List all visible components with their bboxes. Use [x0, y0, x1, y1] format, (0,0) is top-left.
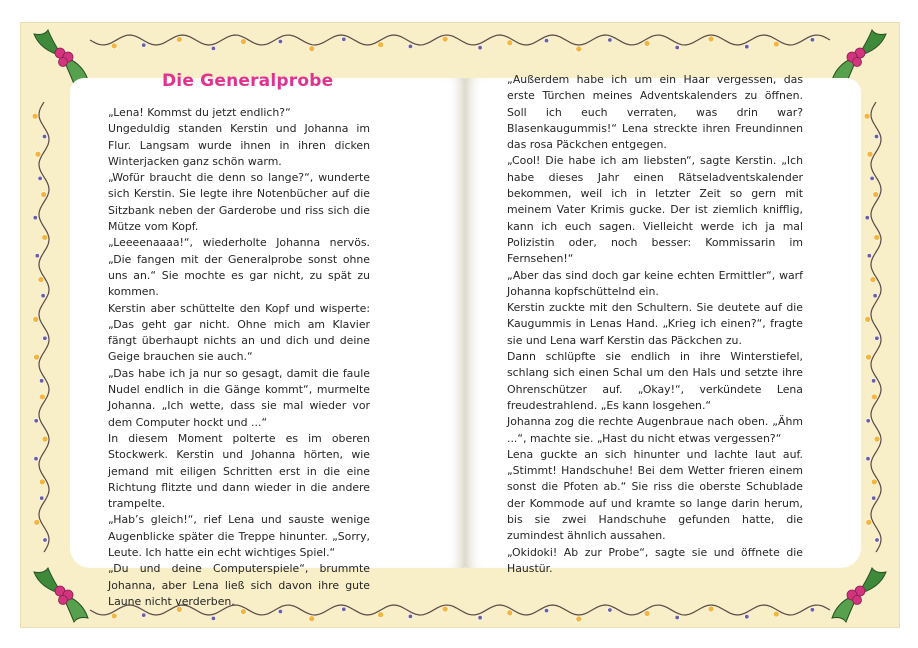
paragraph: Kerstin aber schüttelte den Kopf und wisperte: „Das geht gar nicht. Ohne mich am Klavier fängt überhaupt nichts an und dich und deine Geige brauchen sie auch.“ [108, 301, 370, 364]
paragraph: Ungeduldig standen Kerstin und Johanna im Flur. Langsam wurde ihnen in ihren dicken Winterjacken ganz schön warm. [108, 122, 370, 168]
paragraph: „Wofür braucht die denn so lange?“, wunderte sich Kerstin. Sie legte ihre Notenbücher auf die Sitzbank neben der Garderobe und riss sich die Mütze vom Kopf. [108, 171, 370, 234]
paragraph: „Okidoki! Ab zur Probe“, sagte sie und öffnete die Haustür. [507, 545, 803, 575]
paragraph: „Leeeenaaaa!“, wiederholte Johanna nervös. „Die fangen mit der Generalprobe sonst ohne uns an.“ Sie mochte es gar nicht, zu spät zu kommen. [108, 236, 370, 299]
paragraph: Dann schlüpfte sie endlich in ihre Winterstiefel, schlang sich einen Schal um den Hals und setzte ihre Ohrenschützer auf. „Okay!“, verkündete Lena freudestrahlend. „Es kann losgehen.“ [507, 350, 803, 412]
paragraph: In diesem Moment polterte es im oberen Stockwerk. Kerstin und Johanna hörten, wie jemand mit eiligen Schritten erst in die eine Richtung flitzte und dann wieder in die andere trampelte. [108, 431, 370, 511]
paragraph: „Das habe ich ja nur so gesagt, damit die faule Nudel endlich in die Gänge kommt“, murmelte Johanna. „Ich wette, dass sie mal wieder vor dem Computer hockt und ...“ [108, 366, 370, 429]
left-column-text [108, 105, 370, 610]
paragraph: Lena guckte an sich hinunter und lachte laut auf. „Stimmt! Handschuhe! Bei dem Wetter frieren einem sonst die Pfoten ab.“ Sie riss die oberste Schublade der Kommode auf und kramte so lange darin herum, bis sie zwei Handschuhe gefunden hatte, die zumindest ähnlich aussahen. [507, 447, 803, 543]
paragraph: „Du und deine Computerspiele“, brummte Johanna, aber Lena ließ sich davon ihre gute Laune nicht verderben. [108, 562, 370, 608]
story-title: Die Generalprobe [162, 71, 334, 91]
paragraph: „Lena! Kommst du jetzt endlich?“ [108, 106, 291, 119]
paragraph: „Aber das sind doch gar keine echten Ermittler“, warf Johanna kopfschüttelnd ein. [507, 268, 803, 298]
paragraph: „Außerdem habe ich um ein Haar vergessen, das erste Türchen meines Adventskalenders zu öffnen. Soll ich euch verraten, was drin war? Blasenkaugummis!“ Lena streckte ihren Freundinnen das rosa Päckchen entgegen. [507, 73, 803, 152]
right-column-text [507, 72, 803, 577]
paragraph: „Cool! Die habe ich am liebsten“, sagte Kerstin. „Ich habe dieses Jahr einen Rätseladventskalender bekommen, weil ich in letzter Zeit so gern mit meinem Vater Krimis gucke. Der ist ziemlich knifflig, kann ich euch sagen. Vielleicht werde ich ja mal Polizistin oder, noch besser: Kommissarin im Fernsehen!“ [507, 154, 803, 266]
paragraph: „Hab’s gleich!“, rief Lena und sauste wenige Augenblicke später die Treppe hinunter. „Sorry, Leute. Ich hatte ein echt wichtiges Spiel.“ [108, 513, 370, 560]
paragraph: Johanna zog die rechte Augenbraue nach oben. „Ähm ...“, machte sie. „Hast du nicht etwas vergessen?“ [507, 415, 803, 445]
paragraph: Kerstin zuckte mit den Schultern. Sie deutete auf die Kaugummis in Lenas Hand. „Krieg ich einen?“, fragte sie und Lena warf Kerstin das Päckchen zu. [507, 301, 803, 347]
